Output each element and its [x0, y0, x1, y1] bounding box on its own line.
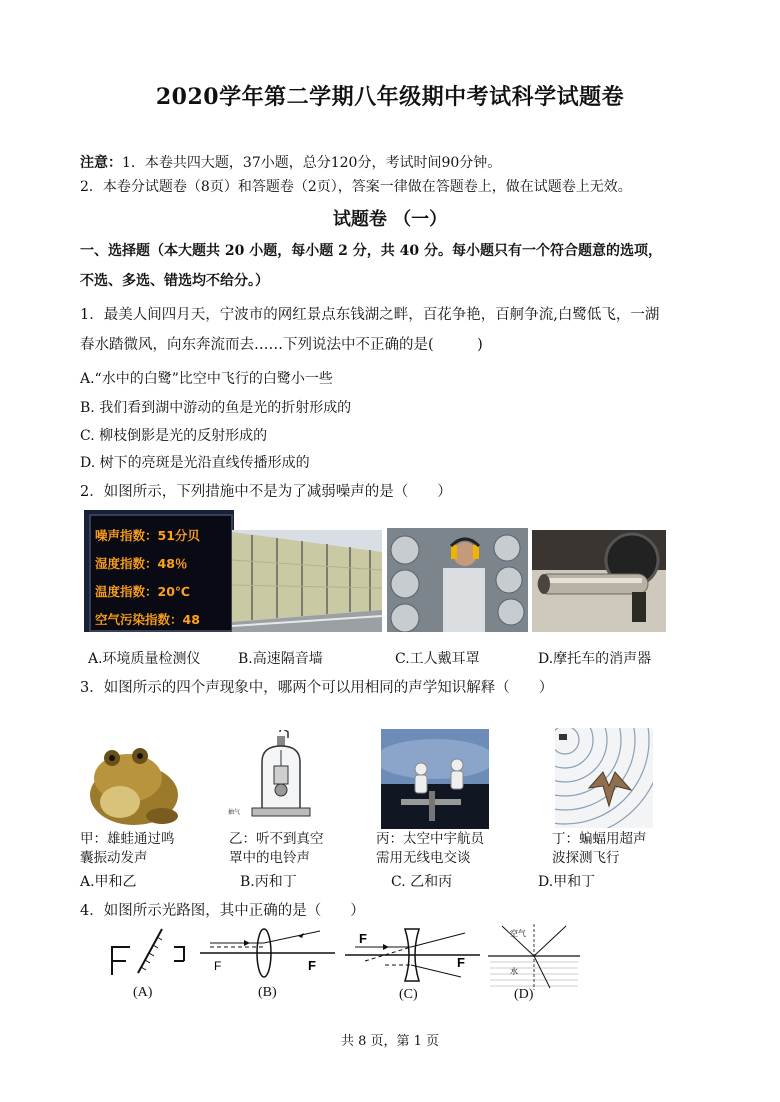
- part1-heading-1: 一、选择题（本大题共 20 小题，每小题 2 分，共 40 分。每小题只有一个符合题意的选项，: [80, 243, 662, 259]
- diagram-b-focus-left: F: [214, 959, 222, 973]
- display-temperature: 温度指数：20℃: [95, 584, 191, 599]
- bat-ultrasound-figure: [555, 728, 653, 828]
- q2-caption-d: D.摩托车的消声器: [538, 651, 652, 667]
- diagram-c-focus-left: F: [359, 931, 367, 946]
- display-noise: 噪声指数：51分贝: [95, 528, 200, 543]
- diagram-c-label: (C): [399, 987, 418, 1002]
- q3-option-d: D.甲和丁: [538, 874, 596, 890]
- notice-label: 注意：: [80, 155, 122, 171]
- q3-figure-yi-caption: 乙：听不到真空 罩中的电铃声: [229, 831, 324, 866]
- exam-title: 2020学年第二学期八年级期中考试科学试题卷: [155, 84, 625, 110]
- q3-figure-bing-caption: 丙：太空中宇航员 需用无线电交谈: [376, 831, 484, 866]
- motorcycle-muffler-photo: [532, 530, 666, 632]
- frog-figure: [82, 740, 182, 828]
- q2-caption-c: C.工人戴耳罩: [395, 651, 480, 667]
- notice-text-1: 1．本卷共四大题，37小题，总分120分，考试时间90分钟。: [122, 155, 502, 171]
- diagram-d-label: (D): [514, 987, 534, 1002]
- diagram-d-air-label: 空气: [510, 929, 526, 938]
- diagram-c-focus-right: F: [457, 955, 465, 970]
- q2-caption-b: B.高速隔音墙: [238, 651, 323, 667]
- page-footer: 共 8 页，第 1 页: [340, 1034, 440, 1049]
- q3-figure-ding-caption: 丁：蝙蝠用超声 波探测飞行: [552, 831, 647, 866]
- q1-option-b: B. 我们看到湖中游动的鱼是光的折射形成的: [80, 400, 352, 416]
- q1-stem-2: 春水踏微风，向东奔流而去……下列说法中不正确的是( ): [80, 337, 483, 353]
- q3-figure-jia-caption: 甲：雄蛙通过鸣 囊振动发声: [80, 831, 175, 866]
- q3-stem: 3．如图所示的四个声现象中，哪两个可以用相同的声学知识解释（ ）: [80, 680, 554, 696]
- q3-option-a: A.甲和乙: [80, 874, 137, 890]
- q1-option-c: C. 柳枝倒影是光的反射形成的: [80, 428, 268, 444]
- q3-option-b: B.丙和丁: [240, 874, 297, 890]
- env-monitor-photo: [84, 510, 234, 632]
- notice-line-2: 2．本卷分试题卷（8页）和答题卷（2页），答案一律做在答题卷上，做在试题卷上无效。: [80, 179, 632, 195]
- q2-stem: 2．如图所示，下列措施中不是为了减弱噪声的是（ ）: [80, 484, 452, 500]
- part1-heading-2: 不选、多选、错选均不给分。）: [80, 273, 269, 289]
- bell-jar-figure: [250, 730, 312, 826]
- worker-earmuffs-photo: [387, 528, 528, 632]
- astronaut-photo: [381, 729, 489, 829]
- notice-line-1: [80, 152, 501, 172]
- display-pollution: 空气污染指数：48: [95, 612, 200, 627]
- diagram-d-water-label: 水: [510, 967, 518, 976]
- diagram-a-label: (A): [133, 985, 153, 1000]
- diagram-c-concave-lens: [345, 925, 480, 990]
- diagram-d-refraction: [488, 922, 580, 992]
- display-humidity: 湿度指数：48％: [95, 556, 188, 571]
- q4-stem: 4．如图所示光路图，其中正确的是（ ）: [80, 903, 365, 919]
- q1-option-d: D. 树下的亮斑是光沿直线传播形成的: [80, 455, 310, 471]
- q2-caption-a: A.环境质量检测仪: [88, 651, 201, 667]
- q1-stem-1: 1．最美人间四月天，宁波市的网红景点东钱湖之畔，百花争艳，百舸争流,白鹭低飞，一湖: [80, 307, 660, 323]
- diagram-b-label: (B): [258, 985, 277, 1000]
- q3-option-c: C. 乙和丙: [391, 874, 453, 890]
- section-title: 试题卷 （一）: [332, 209, 448, 230]
- diagram-b-convex-lens: [200, 925, 335, 990]
- diagram-b-focus-right: F: [308, 958, 316, 973]
- diagram-a-plane-mirror: [108, 925, 198, 1005]
- q1-option-a: A.“水中的白鹭”比空中飞行的白鹭小一些: [80, 371, 333, 387]
- sound-barrier-photo: [232, 530, 382, 632]
- jar-vent-label: 抽气: [228, 809, 241, 816]
